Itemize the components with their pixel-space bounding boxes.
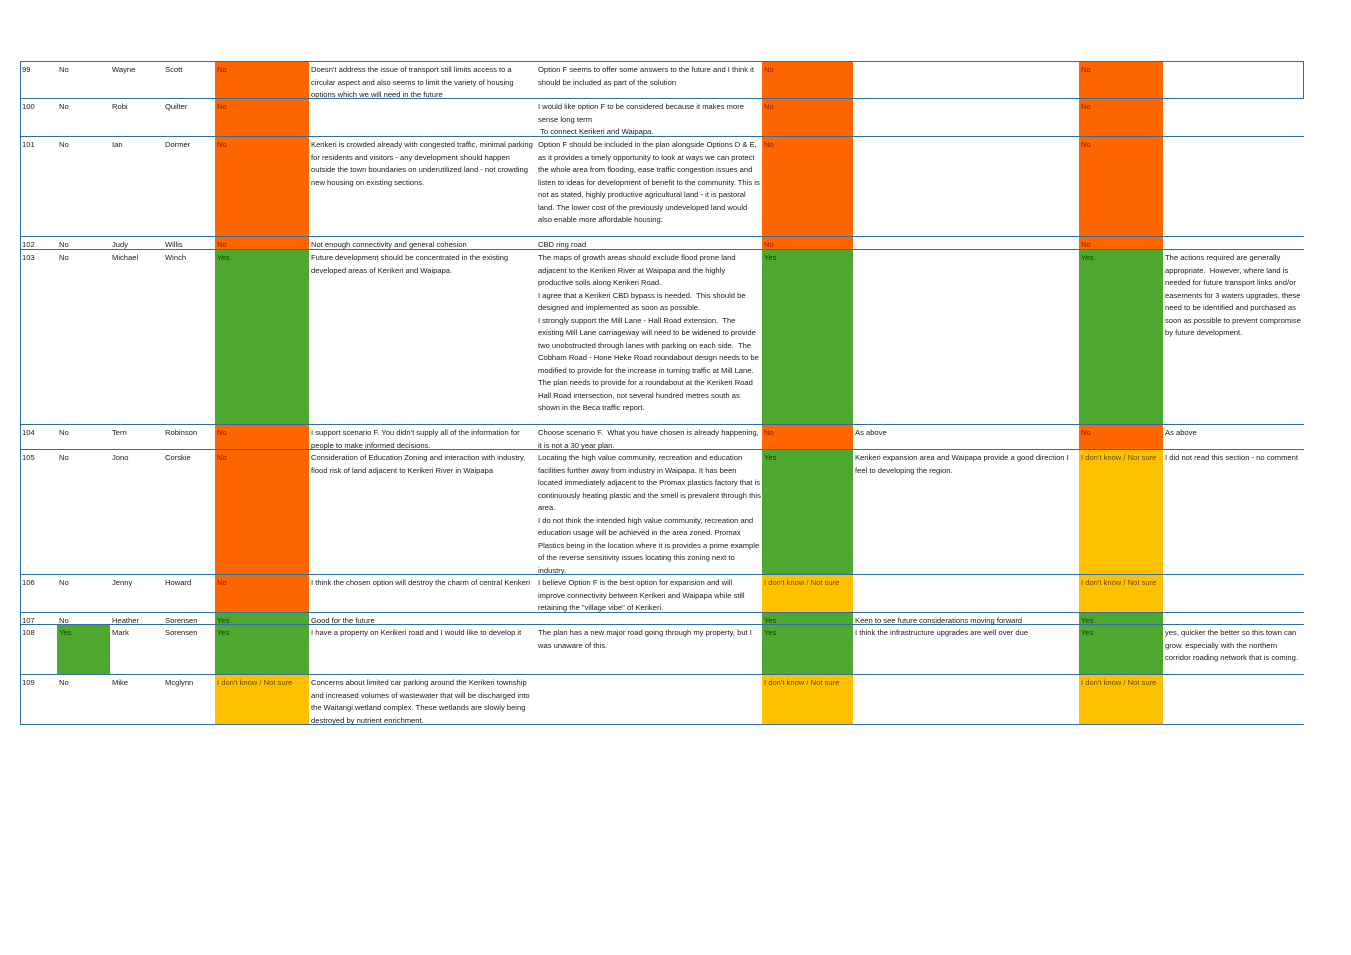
comment-q3	[1163, 675, 1304, 724]
answer-q1: Yes	[215, 613, 309, 624]
last-name: Corskie	[165, 453, 191, 462]
comment-q3: I did not read this section - no comment	[1165, 453, 1298, 462]
answer-q1: No	[215, 99, 309, 136]
last-name: Sorensen	[165, 616, 198, 625]
suggestion: The maps of growth areas should exclude flood prone land adjacent to the Kerikeri River at Waipapa and the highly productive soils along Kerikeri Road. I agree that a Kerikeri CBD bypass is needed. This should be designed and implemented as soon as possible. I strongly support the Mill Lane - Hall Road extension. The existing Mill Lane carriageway will need to be widened to provide two unobstructed through lanes with parking on each side. The Cobham Road - Hone Heke Road roundabout design needs to be modified to provide for the increase in turning traffic at Mill Lane. The plan needs to provide for a roundabout at the Kerikeri Road Hall Road intersection, not several hundred metres south as shown in the Beca traffic report.	[538, 253, 759, 412]
table-row	[20, 425, 1304, 450]
flag-cell: No	[59, 240, 69, 249]
comment-q3	[1163, 137, 1304, 236]
suggestion: CBD ring road	[538, 240, 587, 249]
answer-q1: No	[215, 237, 309, 249]
comment-q2	[853, 675, 1079, 724]
answer-q1: No	[215, 575, 309, 612]
suggestion	[536, 613, 762, 624]
answer-q3: Yes	[1079, 613, 1163, 624]
comment-q1	[309, 99, 536, 136]
comment-q1: Good for the future	[311, 616, 375, 625]
first-name: Heather	[112, 616, 140, 625]
suggestion: Choose scenario F. What you have chosen is already happening, it is not a 30 year plan.	[538, 428, 761, 450]
answer-q1: Yes	[215, 250, 309, 424]
flag-cell: No	[59, 65, 69, 74]
last-name: Sorensen	[165, 628, 198, 637]
comment-q2	[853, 62, 1079, 98]
flag-cell: No	[59, 102, 69, 111]
answer-q2: I don't know / Not sure	[762, 675, 853, 724]
answer-q2: Yes	[762, 613, 853, 624]
comment-q1: Concerns about limited car parking around the Kerikeri township and increased volumes of wastewater that will be discharged into the Waitangi wetland complex. These wetlands are slowly being destroyed by nutrient enrichment.	[311, 678, 532, 725]
comment-q3	[1163, 62, 1304, 98]
table-row	[20, 137, 1304, 237]
comment-q3: yes, quicker the better so this town can grow. especially with the northern corridor roading network that is coming.	[1165, 628, 1299, 662]
response-id: 105	[22, 453, 35, 462]
comment-q2	[853, 137, 1079, 236]
table-row	[20, 625, 1304, 675]
last-name: Howard	[165, 578, 192, 587]
answer-q1: I don't know / Not sure	[215, 675, 309, 724]
answer-q3: No	[1079, 425, 1163, 449]
answer-q3: I don't know / Not sure	[1079, 575, 1163, 612]
flag-cell: Yes	[57, 625, 110, 674]
flag-cell: No	[59, 453, 69, 462]
suggestion	[536, 675, 762, 724]
answer-q3: No	[1079, 99, 1163, 136]
answer-q2: Yes	[762, 250, 853, 424]
response-id: 109	[22, 678, 35, 687]
comment-q1: Doesn't address the issue of transport still limits access to a circular aspect and also seems to limit the variety of housing options which we will need in the future	[311, 65, 516, 99]
flag-cell: No	[59, 253, 69, 262]
answer-q2: No	[762, 99, 853, 136]
answer-q1: No	[215, 425, 309, 449]
last-name: Dormer	[165, 140, 191, 149]
table-row	[20, 575, 1304, 613]
suggestion: I believe Option F is the best option for expansion and will improve connectivity between Kerikeri and Waipapa while still retaining the "village vibe" of Kerikeri.	[538, 578, 747, 612]
first-name: Judy	[112, 240, 129, 249]
suggestion: Option F should be included in the plan alongside Options D & E, as it provides a timely opportunity to look at ways we can protect the whole area from flooding, ease traffic congestion issues and listen to ideas for development of benefit to the community. This is not as stated, highly productive agricultural land - it is pastoral land. The lower cost of the previously undeveloped land would also enable more affordable housing.	[538, 140, 762, 224]
answer-q2: No	[762, 62, 853, 98]
first-name: Mike	[112, 678, 129, 687]
table-row	[20, 250, 1304, 425]
response-id: 101	[22, 140, 35, 149]
table-row	[20, 450, 1304, 575]
answer-q2: No	[762, 425, 853, 449]
last-name: Quilter	[165, 102, 188, 111]
suggestion: The plan has a new major road going through my property, but I was unaware of this.	[538, 628, 754, 650]
flag-cell: No	[59, 616, 69, 625]
answer-q3: No	[1079, 62, 1163, 98]
answer-q3: Yes	[1079, 625, 1163, 674]
answer-q2: Yes	[762, 450, 853, 574]
comment-q3	[1163, 613, 1304, 624]
answer-q2: No	[762, 237, 853, 249]
first-name: Ian	[112, 140, 123, 149]
first-name: Mark	[112, 628, 129, 637]
comment-q2	[853, 250, 1079, 424]
comment-q2	[853, 99, 1079, 136]
table-row	[20, 61, 1304, 99]
response-id: 102	[22, 240, 35, 249]
table-row	[20, 99, 1304, 137]
answer-q1: Yes	[215, 625, 309, 674]
flag-cell: No	[59, 678, 69, 687]
response-table	[20, 61, 1304, 725]
comment-q1: I support scenario F. You didn't supply all of the information for people to make informed decisions.	[311, 428, 522, 450]
answer-q3: No	[1079, 237, 1163, 249]
last-name: Winch	[165, 253, 187, 262]
response-id: 106	[22, 578, 35, 587]
answer-q1: No	[215, 62, 309, 98]
response-id: 104	[22, 428, 35, 437]
response-id: 99	[22, 65, 31, 74]
answer-q2: No	[762, 137, 853, 236]
response-id: 108	[22, 628, 35, 637]
suggestion: I would like option F to be considered because it makes more sense long term To connect Kerikeri and Waipapa.	[538, 102, 744, 136]
comment-q3: As above	[1165, 428, 1197, 437]
comment-q1: I have a property on Kerikeri road and I would like to develop it	[311, 628, 522, 637]
answer-q2: I don't know / Not sure	[762, 575, 853, 612]
flag-cell: No	[59, 428, 69, 437]
comment-q3	[1163, 575, 1304, 612]
first-name: Jenny	[112, 578, 133, 587]
comment-q3: The actions required are generally appropriate. However, where land is needed for future transport links and/or easements for 3 waters upgrades, these need to be identified and purchased as soon as possible to prevent compromise by future development.	[1165, 253, 1304, 337]
table-row	[20, 613, 1304, 625]
last-name: Mcglynn	[165, 678, 194, 687]
answer-q1: No	[215, 137, 309, 236]
answer-q3: I don't know / Not sure	[1079, 675, 1163, 724]
comment-q2: Kerikeri expansion area and Waipapa provide a good direction I feel to developing the region.	[855, 453, 1071, 475]
comment-q1: Future development should be concentrated in the existing developed areas of Kerikeri and Waipapa.	[311, 253, 511, 275]
answer-q1: No	[215, 450, 309, 574]
comment-q2: As above	[855, 428, 887, 437]
response-id: 100	[22, 102, 35, 111]
answer-q3: Yes	[1079, 250, 1163, 424]
comment-q1: Kerikeri is crowded already with congested traffic, minimal parking for residents and visitors - any development should happen outside the town boundaries on underutilized land - not crowding new housing on existing sections.	[311, 140, 535, 187]
first-name: Michael	[112, 253, 139, 262]
flag-cell: No	[59, 140, 69, 149]
comment-q1: Consideration of Education Zoning and interaction with industry, flood risk of land adjacent to Kerikeri River in Waipapa	[311, 453, 528, 475]
response-id: 103	[22, 253, 35, 262]
table-row	[20, 675, 1304, 725]
comment-q2: Keen to see future considerations moving forward	[855, 616, 1023, 625]
comment-q1: I think the chosen option will destroy the charm of central Kerikeri	[311, 578, 531, 587]
suggestion: Locating the high value community, recreation and education facilities further away from industry in Waipapa. It has been located immediately adjacent to the Promax plastics factory that is continuously heating plastic and the smell is prevalent through this area. I do not think the intended high value community, recreation and education usage will be achieved in the area zoned. Promax Plastics being in the location where it is provides a prime example of the reverse sensitivity issues locating this zoning next to industry.	[538, 453, 761, 575]
answer-q2: Yes	[762, 625, 853, 674]
suggestion: Option F seems to offer some answers to the future and I think it should be included as part of the solution	[538, 65, 757, 87]
first-name: Robi	[112, 102, 128, 111]
comment-q1: Not enough connectivity and general cohesion	[311, 240, 467, 249]
table-row	[20, 237, 1304, 250]
first-name: Wayne	[112, 65, 136, 74]
last-name: Willis	[165, 240, 183, 249]
last-name: Scott	[165, 65, 183, 74]
response-id: 107	[22, 616, 35, 625]
flag-cell: No	[59, 578, 69, 587]
first-name: Terri	[112, 428, 127, 437]
comment-q3	[1163, 237, 1304, 249]
answer-q3: No	[1079, 137, 1163, 236]
comment-q3	[1163, 99, 1304, 136]
first-name: Jono	[112, 453, 129, 462]
comment-q2	[853, 575, 1079, 612]
last-name: Robinson	[165, 428, 198, 437]
comment-q2: I think the infrastructure upgrades are well over due	[855, 628, 1029, 637]
comment-q2	[853, 237, 1079, 249]
answer-q3: I don't know / Not sure	[1079, 450, 1163, 574]
